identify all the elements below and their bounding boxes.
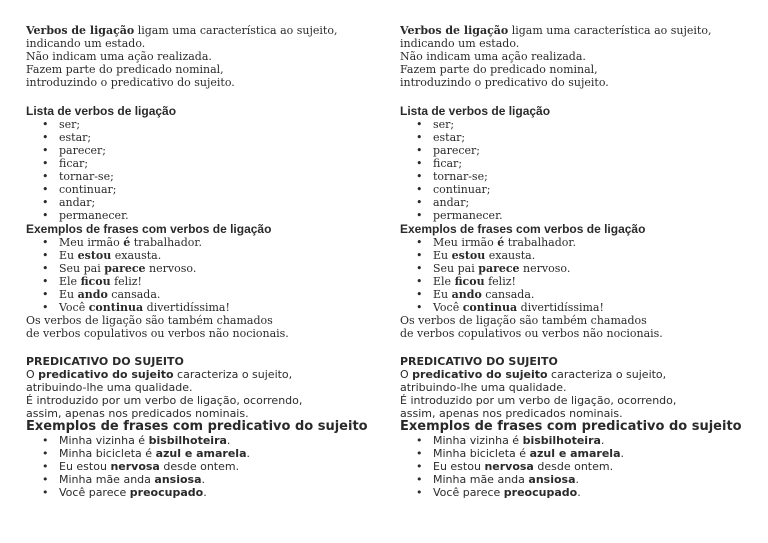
- example-post: .: [577, 486, 581, 499]
- example-pre: Meu irmão: [433, 236, 498, 249]
- lista-verbos: [400, 118, 750, 222]
- predicativo-term: predicativo do sujeito: [38, 368, 174, 381]
- outro-line: de verbos copulativos ou verbos não nocionais.: [400, 327, 663, 340]
- list-item: [400, 447, 750, 460]
- example-pre: Eu estou: [59, 460, 111, 473]
- list-item: [400, 486, 750, 499]
- list-item: • estar;: [26, 131, 376, 144]
- example-predicativo: preocupado: [503, 486, 578, 499]
- example-post: .: [600, 434, 605, 447]
- example-post: .: [226, 434, 231, 447]
- predicativo-paragraph: [400, 368, 750, 420]
- example-post: cansada.: [481, 288, 535, 301]
- predicativo-line: É introduzido por um verbo de ligação, ocorrendo,: [400, 394, 677, 407]
- exemplos-ligacao-list: [400, 236, 750, 314]
- list-item: • tornar-se;: [400, 170, 750, 183]
- list-item: • permanecer.: [400, 209, 750, 222]
- example-post: feliz!: [110, 275, 142, 288]
- list-item: [400, 434, 750, 447]
- list-item: • ficar;: [26, 157, 376, 170]
- example-pre: Ele: [433, 275, 455, 288]
- example-post: exausta.: [111, 249, 162, 262]
- example-pre: Minha bicicleta é: [433, 447, 530, 460]
- list-item: [26, 486, 376, 499]
- list-item: • ser;: [400, 118, 750, 131]
- example-post: exausta.: [485, 249, 536, 262]
- list-item: • permanecer.: [26, 209, 376, 222]
- example-verb: continua: [88, 301, 144, 314]
- example-pre: Minha mãe anda: [433, 473, 529, 486]
- predicativo-line: assim, apenas nos predicados nominais.: [26, 407, 249, 420]
- intro-line: Não indicam uma ação realizada.: [400, 50, 586, 63]
- list-item: [26, 460, 376, 473]
- example-post: cansada.: [107, 288, 161, 301]
- example-verb: ficou: [454, 275, 485, 288]
- example-post: trabalhador.: [130, 236, 202, 249]
- example-pre: Minha bicicleta é: [59, 447, 156, 460]
- list-item: [26, 275, 376, 288]
- example-pre: Eu: [59, 249, 78, 262]
- example-post: nervoso.: [519, 262, 571, 275]
- predicativo-line: [26, 368, 376, 381]
- list-item: [26, 301, 376, 314]
- list-item: [400, 288, 750, 301]
- example-pre: Minha vizinha é: [433, 434, 523, 447]
- list-item: [26, 473, 376, 486]
- list-item: [26, 236, 376, 249]
- example-post: trabalhador.: [504, 236, 576, 249]
- outro-line: Os verbos de ligação são também chamados: [26, 314, 273, 327]
- list-item: [26, 288, 376, 301]
- lista-verbos: [26, 118, 376, 222]
- intro-line: introduzindo o predicativo do sujeito.: [26, 76, 235, 89]
- example-pre: Eu: [59, 288, 78, 301]
- list-item: • ser;: [26, 118, 376, 131]
- list-item: [26, 434, 376, 447]
- example-pre: Você: [433, 301, 463, 314]
- left-column: [26, 24, 376, 499]
- example-verb: continua: [462, 301, 518, 314]
- outro-paragraph: [400, 314, 750, 340]
- predicativo-heading: PREDICATIVO DO SUJEITO: [26, 355, 184, 368]
- exemplos-ligacao-heading: Exemplos de frases com verbos de ligação: [400, 222, 646, 236]
- example-pre: Minha mãe anda: [59, 473, 155, 486]
- example-pre: Minha vizinha é: [59, 434, 149, 447]
- example-post: .: [575, 473, 579, 486]
- example-verb: parece: [478, 262, 520, 275]
- list-item: [400, 473, 750, 486]
- predicativo-paragraph: [26, 368, 376, 420]
- predicativo-line: É introduzido por um verbo de ligação, ocorrendo,: [26, 394, 303, 407]
- example-predicativo: ansiosa: [154, 473, 202, 486]
- exemplos-ligacao-heading: Exemplos de frases com verbos de ligação: [26, 222, 272, 236]
- intro-line1-rest: ligam uma característica ao sujeito,: [134, 24, 338, 37]
- example-pre: Eu: [433, 249, 452, 262]
- intro-line: [400, 24, 750, 37]
- intro-line: Não indicam uma ação realizada.: [26, 50, 212, 63]
- example-predicativo: preocupado: [129, 486, 204, 499]
- lista-heading: Lista de verbos de ligação: [26, 104, 177, 118]
- example-pre: Você: [59, 301, 89, 314]
- list-item: [400, 301, 750, 314]
- list-item: • continuar;: [400, 183, 750, 196]
- exemplos-predicativo-heading: Exemplos de frases com predicativo do sujeito: [400, 419, 742, 434]
- list-item: • tornar-se;: [26, 170, 376, 183]
- exemplos-ligacao-list: [26, 236, 376, 314]
- intro-line: indicando um estado.: [26, 37, 146, 50]
- predicativo-term: predicativo do sujeito: [412, 368, 548, 381]
- example-post: .: [201, 473, 205, 486]
- list-item: [26, 262, 376, 275]
- example-post: .: [620, 447, 624, 460]
- intro-line: indicando um estado.: [400, 37, 520, 50]
- example-verb: ando: [451, 288, 482, 301]
- example-pre: Seu pai: [433, 262, 479, 275]
- lista-heading: Lista de verbos de ligação: [400, 104, 551, 118]
- intro-line: introduzindo o predicativo do sujeito.: [400, 76, 609, 89]
- example-pre: Você parece: [59, 486, 130, 499]
- predicativo-pre: O: [400, 368, 413, 381]
- example-predicativo: azul e amarela: [529, 447, 621, 460]
- exemplos-predicativo-heading: Exemplos de frases com predicativo do sujeito: [26, 419, 368, 434]
- intro-line: Fazem parte do predicado nominal,: [26, 63, 224, 76]
- intro-line: [26, 24, 376, 37]
- predicativo-post: caracteriza o sujeito,: [547, 368, 667, 381]
- example-pre: Eu estou: [433, 460, 485, 473]
- intro-line: Fazem parte do predicado nominal,: [400, 63, 598, 76]
- list-item: [400, 460, 750, 473]
- outro-line: de verbos copulativos ou verbos não nocionais.: [26, 327, 289, 340]
- outro-paragraph: [26, 314, 376, 340]
- list-item: [26, 249, 376, 262]
- example-post: .: [246, 447, 250, 460]
- list-item: [400, 262, 750, 275]
- example-post: desde ontem.: [533, 460, 614, 473]
- example-predicativo: bisbilhoteira: [148, 434, 227, 447]
- example-verb: estou: [77, 249, 112, 262]
- example-post: .: [203, 486, 207, 499]
- example-pre: Eu: [433, 288, 452, 301]
- example-pre: Seu pai: [59, 262, 105, 275]
- example-pre: Você parece: [433, 486, 504, 499]
- list-item: [400, 249, 750, 262]
- example-predicativo: ansiosa: [528, 473, 576, 486]
- example-pre: Ele: [59, 275, 81, 288]
- example-predicativo: azul e amarela: [155, 447, 247, 460]
- intro-paragraph: [400, 24, 750, 89]
- list-item: • estar;: [400, 131, 750, 144]
- list-item: • parecer;: [26, 144, 376, 157]
- example-predicativo: nervosa: [110, 460, 160, 473]
- example-post: nervoso.: [145, 262, 197, 275]
- intro-term: Verbos de ligação: [400, 24, 509, 37]
- list-item: • parecer;: [400, 144, 750, 157]
- example-predicativo: bisbilhoteira: [522, 434, 601, 447]
- list-item: • continuar;: [26, 183, 376, 196]
- example-predicativo: nervosa: [484, 460, 534, 473]
- example-verb: ficou: [80, 275, 111, 288]
- example-verb: ando: [77, 288, 108, 301]
- predicativo-post: caracteriza o sujeito,: [173, 368, 293, 381]
- outro-line: Os verbos de ligação são também chamados: [400, 314, 647, 327]
- exemplos-predicativo-list: [26, 434, 376, 499]
- intro-line1-rest: ligam uma característica ao sujeito,: [508, 24, 712, 37]
- predicativo-line: [400, 368, 750, 381]
- example-post: feliz!: [484, 275, 516, 288]
- example-pre: Meu irmão: [59, 236, 124, 249]
- list-item: [26, 447, 376, 460]
- list-item: [400, 236, 750, 249]
- example-verb: parece: [104, 262, 146, 275]
- example-post: divertidíssima!: [143, 301, 230, 314]
- right-column: [400, 24, 750, 499]
- list-item: [400, 275, 750, 288]
- predicativo-heading: PREDICATIVO DO SUJEITO: [400, 355, 558, 368]
- predicativo-line: atribuindo-lhe uma qualidade.: [26, 381, 193, 394]
- example-verb: é: [123, 236, 131, 249]
- list-item: • andar;: [400, 196, 750, 209]
- list-item: • ficar;: [400, 157, 750, 170]
- intro-paragraph: [26, 24, 376, 89]
- predicativo-line: atribuindo-lhe uma qualidade.: [400, 381, 567, 394]
- example-post: divertidíssima!: [517, 301, 604, 314]
- list-item: • andar;: [26, 196, 376, 209]
- example-verb: estou: [451, 249, 486, 262]
- example-post: desde ontem.: [159, 460, 240, 473]
- predicativo-line: assim, apenas nos predicados nominais.: [400, 407, 623, 420]
- example-verb: é: [497, 236, 505, 249]
- intro-term: Verbos de ligação: [26, 24, 135, 37]
- exemplos-predicativo-list: [400, 434, 750, 499]
- predicativo-pre: O: [26, 368, 39, 381]
